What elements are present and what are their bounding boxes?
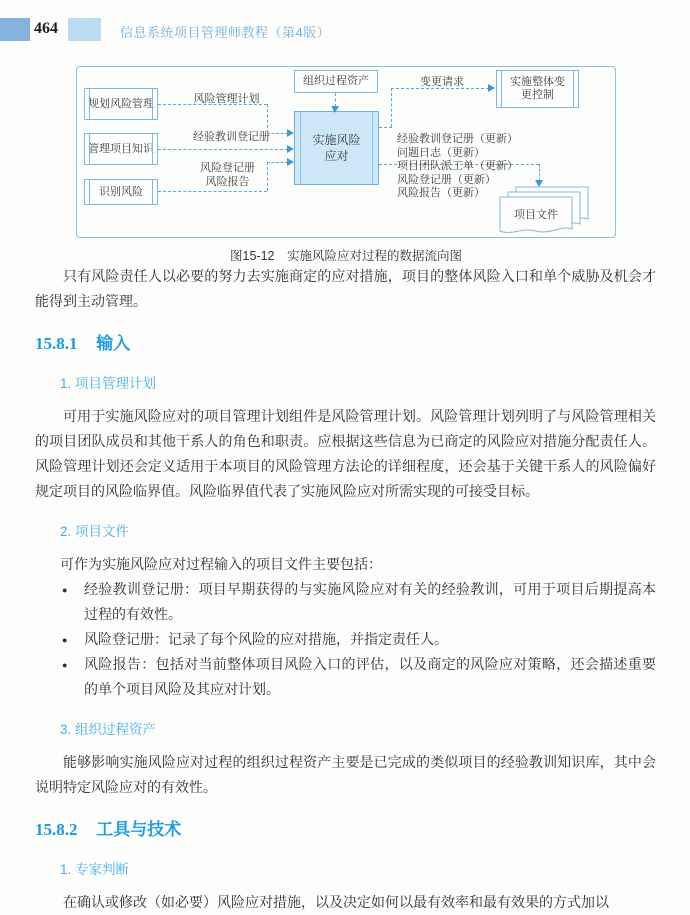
bullet-risk-register: ● 风险登记册：记录了每个风险的应对措施，并指定责任人。 — [60, 627, 656, 652]
connector-line — [335, 93, 336, 107]
connector-line — [158, 149, 288, 150]
section-heading-15-8-2 — [35, 817, 656, 842]
intro-paragraph: 只有风险责任人以必要的努力去实施商定的应对措施，项目的整体风险入口和单个威胁及机会才能得到主动管理。 — [35, 268, 656, 309]
subsection-heading-opa: 3. 组织过程资产 — [60, 722, 157, 737]
page-content — [35, 264, 656, 915]
flow-label-risk-report: 风险报告 — [205, 176, 250, 188]
arrowhead-icon — [287, 145, 294, 153]
connector-line — [267, 133, 288, 134]
page-header — [0, 18, 690, 42]
connector-line — [391, 88, 489, 89]
figure-caption: 图15-12 实施风险应对过程的数据流向图 — [230, 249, 462, 263]
arrowhead-icon — [331, 106, 339, 113]
node-picc-label: 实施整体变更控制 — [510, 76, 565, 101]
node-project-documents — [499, 186, 591, 239]
section-heading-15-8-1 — [35, 331, 656, 356]
connector-line — [539, 164, 540, 181]
bullet-risk-report: ● 风险报告：包括对当前整体项目风险入口的评估，以及商定的风险应对策略，还会描述重要的单个项目风险及其应对计划。 — [60, 652, 656, 702]
header-accent-block — [0, 18, 30, 41]
paragraph-project-documents-lead: 可作为实施风险应对过程输入的项目文件主要包括： — [60, 556, 382, 572]
figure-dataflow-diagram — [76, 66, 616, 238]
project-documents-bullet-list — [60, 577, 656, 702]
connector-line — [267, 162, 268, 191]
output-item: 风险登记册（更新） — [397, 173, 496, 186]
output-item: 项目团队派工单（更新） — [397, 160, 518, 172]
node-organizational-process-assets — [294, 70, 378, 93]
page-number: 464 — [34, 20, 58, 37]
output-item: 经验教训登记册（更新） — [397, 133, 518, 145]
paragraph-project-management-plan: 可用于实施风险应对的项目管理计划组件是风险管理计划。风险管理计划列明了与风险管理相关的项目团队成员和其他干系人的角色和职责。应根据这些信息为已商定的风险应对措施分配责任人。风险管理计划还会定义适用于本项目的风险管理方法论的详细程度，还会基于关键干系人的风险偏好规定项目的风险临界值。风险临界值代表了实施风险应对所需实现的可接受目标。 — [35, 408, 656, 499]
node-identify-risks-label: 识别风险 — [99, 185, 143, 198]
node-plan-risk-management-label: 规划风险管理 — [88, 97, 154, 110]
subsection-heading-project-management-plan: 1. 项目管理计划 — [60, 376, 157, 391]
connector-line — [158, 191, 267, 192]
flow-label-lessons-learned-register: 经验教训登记册 — [193, 131, 270, 143]
node-manage-project-knowledge-label: 管理项目知识 — [88, 142, 154, 155]
output-item: 问题日志（更新） — [397, 146, 485, 159]
connector-line — [391, 88, 392, 127]
node-opa-label: 组织过程资产 — [303, 75, 369, 87]
node-identify-risks — [84, 179, 158, 205]
subsection-heading-project-documents: 2. 项目文件 — [60, 524, 130, 539]
header-accent-block-light — [68, 18, 101, 41]
arrowhead-icon — [488, 84, 495, 92]
output-item: 风险报告（更新） — [397, 187, 485, 199]
flow-label-risk-register-report — [175, 161, 280, 189]
connector-line — [158, 104, 267, 105]
arrowhead-icon — [287, 158, 294, 166]
connector-line — [267, 104, 268, 133]
flow-label-risk-register: 风险登记册 — [200, 162, 255, 174]
node-implement-risk-responses — [294, 111, 379, 185]
node-plan-risk-management — [84, 88, 158, 120]
arrowhead-icon — [287, 129, 294, 137]
flow-label-change-request: 变更请求 — [420, 76, 464, 88]
paragraph-opa: 能够影响实施风险应对过程的组织过程资产主要是已完成的类似项目的经验教训知识库，其中会说明特定风险应对的有效性。 — [35, 754, 656, 795]
section-number: 15.8.1 — [35, 334, 78, 353]
paragraph-expert-judgment: 在确认或修改（如必要）风险应对措施，以及决定如何以最有效率和最有效果的方式加以 — [63, 894, 609, 910]
bullet-lessons-learned-register: ● 经验教训登记册：项目早期获得的与实施风险应对有关的经验教训，可用于项目后期提高本过程的有效性。 — [60, 577, 656, 627]
connector-line — [267, 162, 288, 163]
book-title: 信息系统项目管理师教程（第4版） — [120, 25, 331, 40]
section-number: 15.8.2 — [35, 820, 78, 839]
flow-label-risk-management-plan: 风险管理计划 — [193, 93, 260, 105]
node-perform-integrated-change-control — [496, 70, 579, 108]
section-title: 工具与技术 — [96, 820, 182, 839]
subsection-heading-expert-judgment: 1. 专家判断 — [60, 862, 130, 877]
node-implement-risk-responses-label: 实施风险应对 — [312, 133, 361, 163]
section-title: 输入 — [96, 334, 131, 353]
node-project-documents-label: 项目文件 — [514, 209, 558, 221]
node-manage-project-knowledge — [84, 133, 158, 165]
connector-line — [379, 127, 392, 128]
